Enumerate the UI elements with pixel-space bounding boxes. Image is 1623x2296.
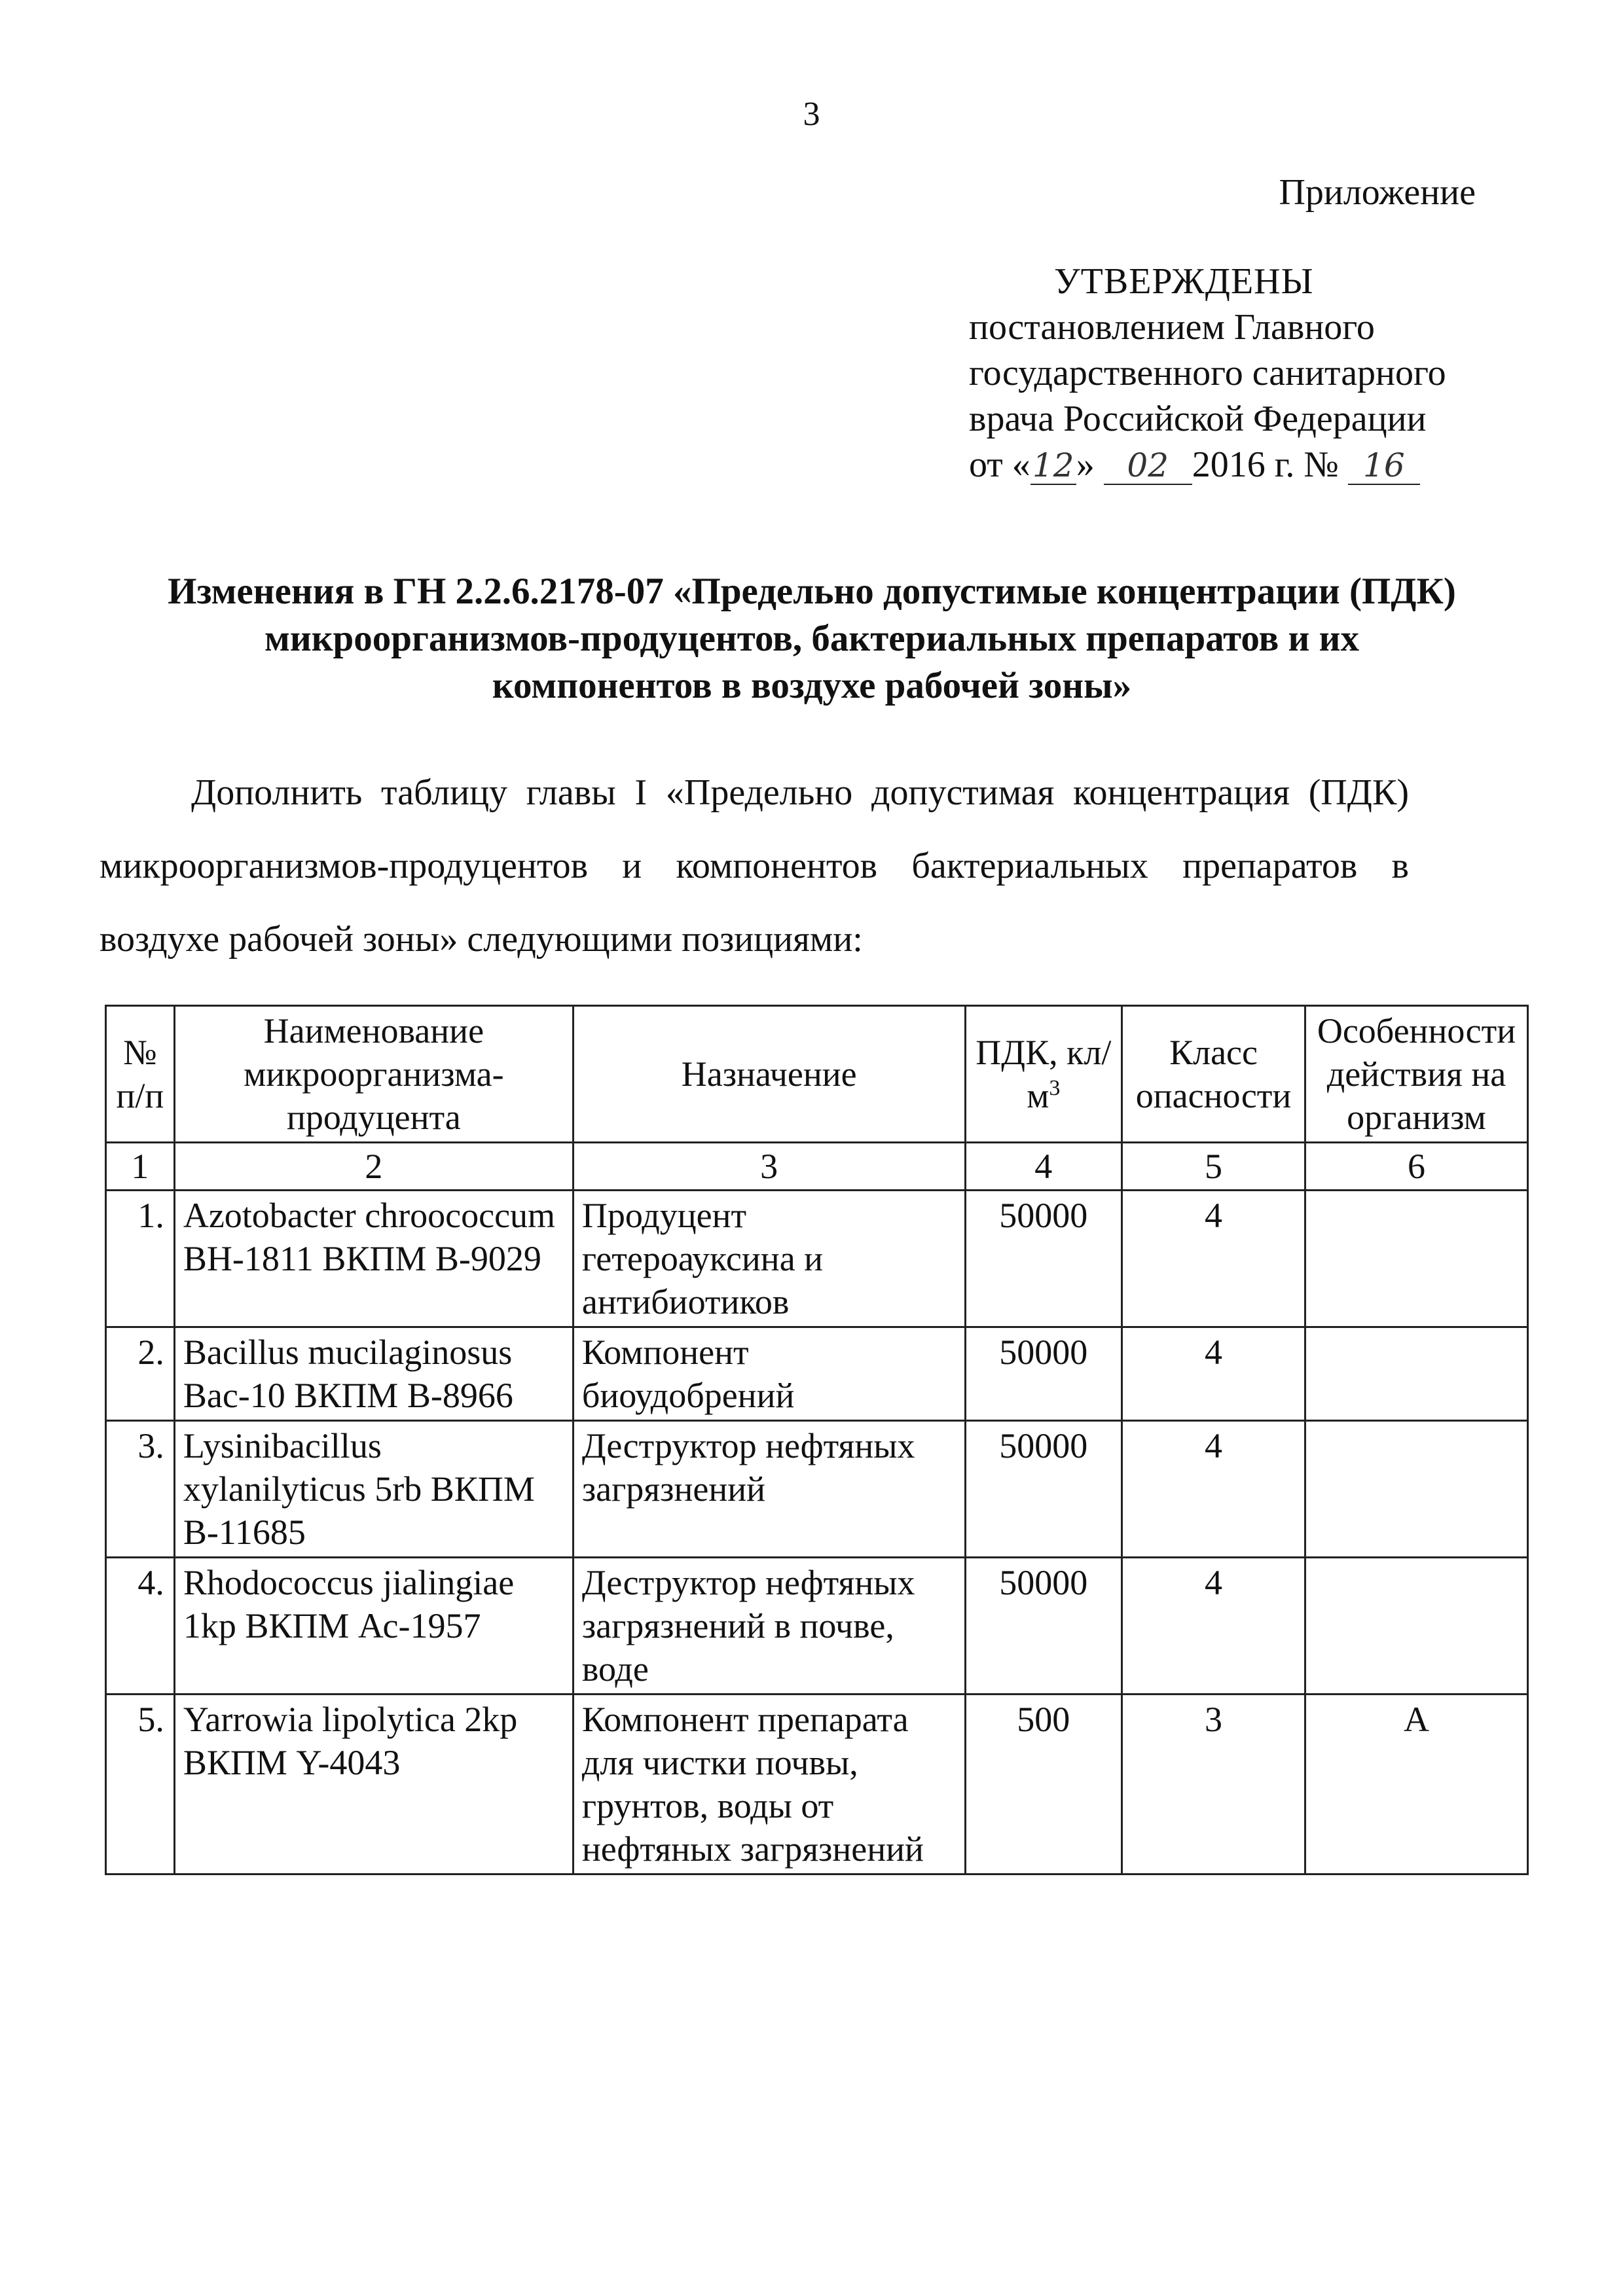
page-number: 3: [803, 96, 820, 133]
row-pdk: 50000: [965, 1327, 1122, 1421]
col-number: 4: [965, 1143, 1122, 1191]
row-effects: [1305, 1191, 1528, 1327]
pdk-table: [105, 1005, 1529, 1875]
row-hazard: 4: [1122, 1421, 1305, 1558]
row-purpose: Компонент биоудобрений: [573, 1327, 965, 1421]
row-pdk: 50000: [965, 1421, 1122, 1558]
table-row: [106, 1191, 1528, 1327]
row-effects: [1305, 1558, 1528, 1695]
col-number: 5: [1122, 1143, 1305, 1191]
table-row: [106, 1421, 1528, 1558]
column-number-row: [106, 1143, 1528, 1191]
row-name: Azotobacter chroococcum ВН-1811 ВКПМ В-9029: [174, 1191, 573, 1327]
col-number: 2: [174, 1143, 573, 1191]
row-no: 5.: [106, 1695, 175, 1874]
row-purpose: Деструктор нефтяных загрязнений: [573, 1421, 965, 1558]
approval-block: [969, 259, 1446, 488]
row-no: 3.: [106, 1421, 175, 1558]
date-prefix: от «: [969, 444, 1030, 485]
row-hazard: 4: [1122, 1558, 1305, 1695]
intro-paragraph: Дополнить таблицу главы I «Предельно допустимая концентрация (ПДК) микроорганизмов-продуцентов и компонентов бактериальных препаратов в воздухе рабочей зоны» следующими позициями:: [100, 772, 1409, 960]
row-no: 2.: [106, 1327, 175, 1421]
row-no: 1.: [106, 1191, 175, 1327]
date-separator: »: [1076, 444, 1095, 485]
header-hazard: Класс опасности: [1122, 1006, 1305, 1143]
row-name: Bacillus mucilaginosus Bac-10 ВКПМ В-8966: [174, 1327, 573, 1421]
row-hazard: 4: [1122, 1191, 1305, 1327]
header-effects: Особенности действия на организм: [1305, 1006, 1528, 1143]
handwritten-number: 16: [1348, 447, 1420, 485]
table-row: [106, 1327, 1528, 1421]
approval-date-line: [969, 442, 1446, 488]
row-effects: А: [1305, 1695, 1528, 1874]
row-pdk: 50000: [965, 1558, 1122, 1695]
header-purpose: Назначение: [573, 1006, 965, 1143]
row-effects: [1305, 1327, 1528, 1421]
row-hazard: 4: [1122, 1327, 1305, 1421]
row-no: 4.: [106, 1558, 175, 1695]
row-purpose: Компонент препарата для чистки почвы, грунтов, воды от нефтяных загрязнений: [573, 1695, 965, 1874]
header-pdk: [965, 1006, 1122, 1143]
header-name: Наименование микроорганизма-продуцента: [174, 1006, 573, 1143]
row-pdk: 50000: [965, 1191, 1122, 1327]
title-line-3: компонентов в воздухе рабочей зоны»: [492, 665, 1132, 706]
row-name: Yarrowia lipolytica 2kp ВКПМ Y-4043: [174, 1695, 573, 1874]
row-pdk: 500: [965, 1695, 1122, 1874]
document-title: [98, 568, 1525, 709]
header-pdk-sup: 3: [1049, 1076, 1061, 1100]
header-pdk-label: ПДК, кл/м: [976, 1033, 1112, 1115]
handwritten-month: 02: [1104, 447, 1192, 485]
handwritten-day: 12: [1030, 447, 1076, 485]
table-row: [106, 1558, 1528, 1695]
date-year: 2016 г. №: [1192, 444, 1339, 485]
table-header-row: [106, 1006, 1528, 1143]
row-purpose: Продуцент гетероауксина и антибиотиков: [573, 1191, 965, 1327]
row-purpose: Деструктор нефтяных загрязнений в почве, воде: [573, 1558, 965, 1695]
title-line-2: микроорганизмов-продуцентов, бактериальных препаратов и их: [264, 618, 1359, 659]
header-no: № п/п: [106, 1006, 175, 1143]
appendix-label: Приложение: [1279, 172, 1476, 213]
row-effects: [1305, 1421, 1528, 1558]
approved-heading: УТВЕРЖДЕНЫ: [1054, 261, 1314, 302]
table-row: [106, 1695, 1528, 1874]
title-line-1: Изменения в ГН 2.2.6.2178-07 «Предельно допустимые концентрации (ПДК): [168, 571, 1456, 612]
col-number: 3: [573, 1143, 965, 1191]
approval-line-2: государственного санитарного: [969, 353, 1446, 393]
approval-line-1: постановлением Главного: [969, 307, 1375, 348]
approval-line-3: врача Российской Федерации: [969, 399, 1427, 439]
col-number: 6: [1305, 1143, 1528, 1191]
row-name: Lysinibacillus xylanilyticus 5rb ВКПМ В-11685: [174, 1421, 573, 1558]
row-name: Rhodococcus jialingiae 1kp ВКПМ Ас-1957: [174, 1558, 573, 1695]
col-number: 1: [106, 1143, 175, 1191]
row-hazard: 3: [1122, 1695, 1305, 1874]
